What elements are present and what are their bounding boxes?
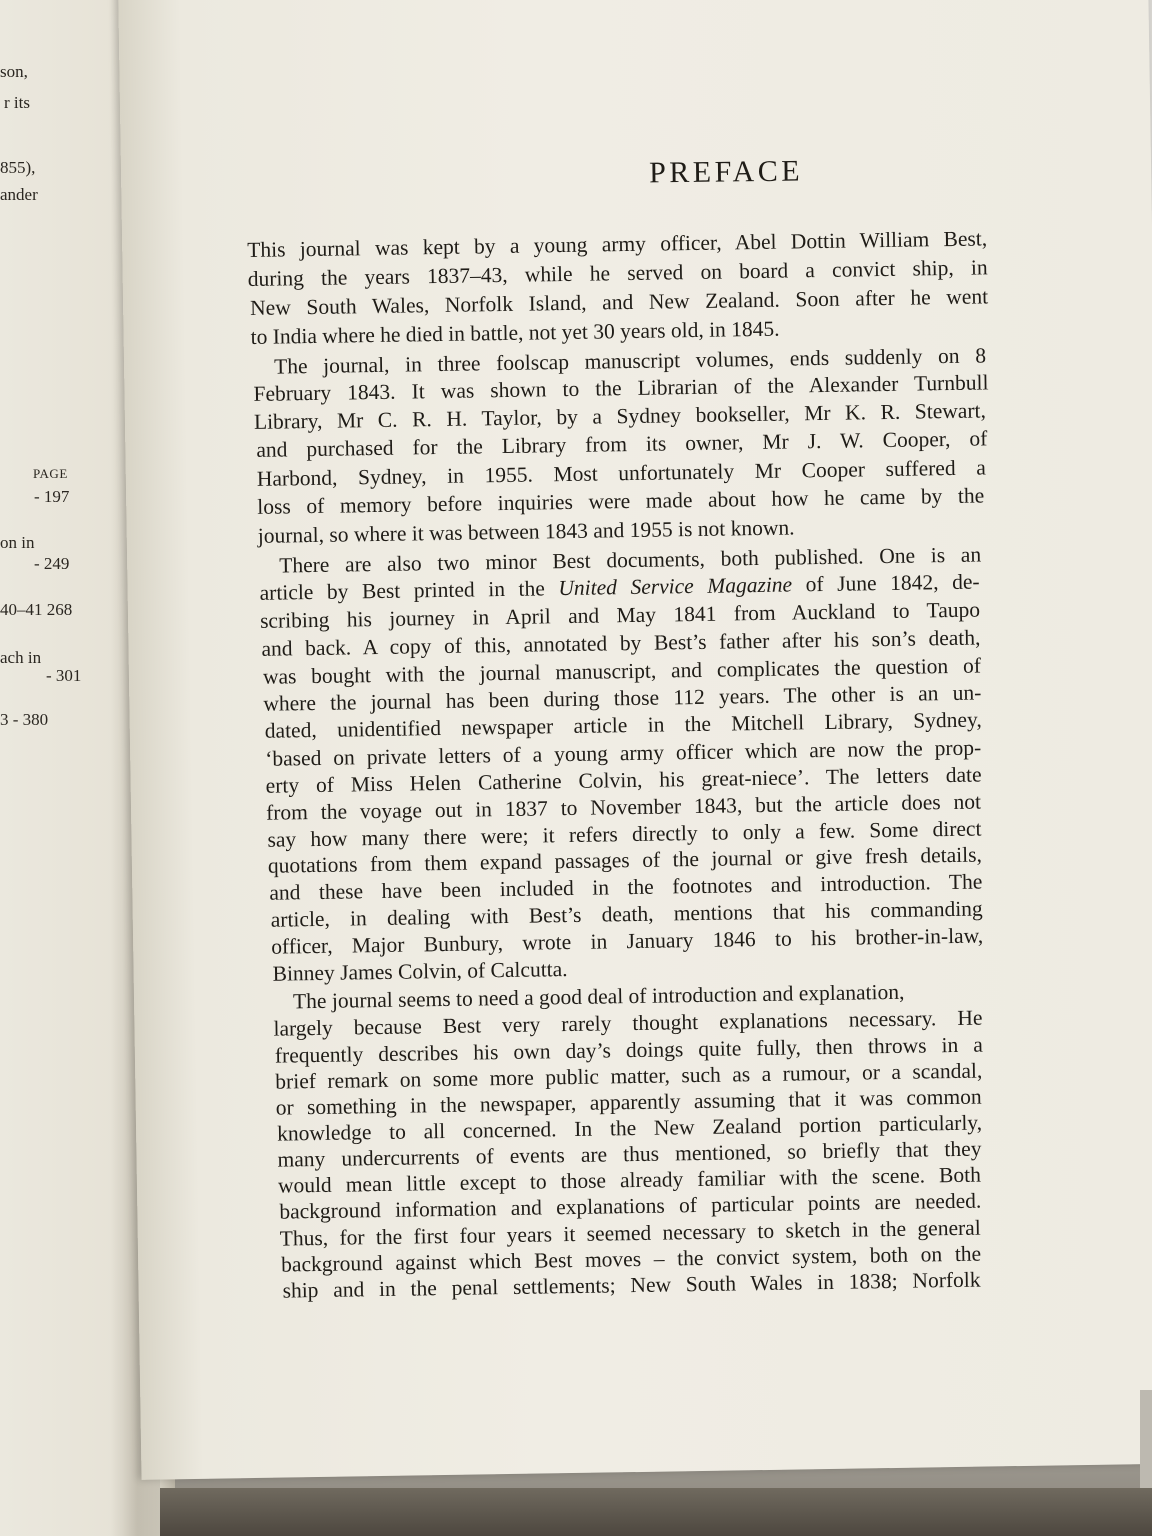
text-line: journal, so where it was between 1843 and 1955 is not known. bbox=[257, 515, 795, 548]
text-line: quotations from them expand passages of the journal or give fresh details, bbox=[267, 842, 983, 878]
page-edge bbox=[1140, 1390, 1152, 1490]
left-page-fragment: r its bbox=[4, 93, 30, 112]
right-page bbox=[118, 0, 1152, 1480]
left-page-fragment: ach in bbox=[0, 648, 42, 667]
text-line: loss of memory before inquiries were made about how he came by the bbox=[257, 483, 985, 519]
left-page-fragment: 855), bbox=[0, 158, 36, 177]
text-line: New South Wales, Norfolk Island, and New Zealand. Soon after he went bbox=[249, 284, 989, 320]
text-line: would mean little except to those already familiar with the scene. Both bbox=[277, 1162, 982, 1198]
text-line: There are also two minor Best documents, both published. One is an bbox=[279, 542, 982, 578]
left-page-fragment: son, bbox=[0, 62, 28, 81]
page-title: PREFACE bbox=[648, 154, 804, 190]
text-line: from the voyage out in 1837 to November 1843, but the article does not bbox=[265, 789, 982, 825]
text-line: where the journal has been during those 112 years. The other is an un- bbox=[263, 680, 982, 716]
left-page-fragment: ander bbox=[0, 185, 38, 204]
text-line: to India where he died in battle, not yet 30 years old, in 1845. bbox=[250, 316, 780, 349]
left-page-fragment: 3 - 380 bbox=[0, 710, 49, 729]
left-page-fragment: PAGE bbox=[33, 466, 68, 481]
text-line: This journal was kept by a young army officer, Abel Dottin William Best, bbox=[247, 226, 988, 263]
text-line: dated, unidentified newspaper article in the Mitchell Library, Sydney, bbox=[264, 707, 982, 743]
text-line: The journal, in three foolscap manuscript volumes, ends suddenly on 8 bbox=[273, 343, 987, 379]
text-line: say how many there were; it refers directly to only a few. Some direct bbox=[267, 816, 982, 852]
text-line: was bought with the journal manuscript, and complicates the question of bbox=[262, 653, 982, 689]
text-line: and back. A copy of this, annotated by Best’s father after his son’s death, bbox=[261, 625, 981, 661]
left-page-fragment: 40–41 268 bbox=[0, 600, 73, 619]
text-line: many undercurrents of events are thus mentioned, so briefly that they bbox=[277, 1136, 982, 1172]
text-line: or something in the newspaper, apparently assuming that it was common bbox=[275, 1084, 982, 1120]
text-line: article by Best printed in the United Service Magazine of June 1842, de- bbox=[259, 569, 980, 605]
italic-title: United Service Magazine bbox=[558, 572, 793, 601]
text-line: February 1843. It was shown to the Librarian of the Alexander Turnbull bbox=[253, 370, 989, 406]
text-line: frequently describes his own day’s doings quite fully, then throws in a bbox=[274, 1032, 984, 1068]
left-page-fragment: - 197 bbox=[34, 487, 70, 506]
text-line: and these have been included in the footnotes and introduction. The bbox=[269, 869, 983, 905]
left-page-fragment: on in bbox=[0, 533, 35, 552]
left-page-fragment: - 301 bbox=[46, 666, 82, 685]
text-line: The journal seems to need a good deal of introduction and explanation, bbox=[292, 979, 905, 1014]
text-line: ‘based on private letters of a young army officer which are now the prop- bbox=[265, 735, 982, 771]
text-line: scribing his journey in April and May 1841 from Auckland to Taupo bbox=[259, 597, 981, 633]
text-line: background against which Best moves – the convict system, both on the bbox=[281, 1241, 982, 1277]
show-through-text bbox=[1059, 22, 1152, 226]
text-line: largely because Best very rarely thought explanations necessary. He bbox=[273, 1005, 983, 1041]
text-line: Thus, for the first four years it seemed necessary to sketch in the general bbox=[279, 1215, 981, 1251]
text-line: Library, Mr C. R. H. Taylor, by a Sydney bookseller, Mr K. R. Stewart, bbox=[253, 398, 987, 434]
text-line: brief remark on some more public matter, such as a rumour, or a scandal, bbox=[275, 1058, 983, 1094]
text-line: Binney James Colvin, of Calcutta. bbox=[272, 957, 568, 986]
text-line: article, in dealing with Best’s death, mentions that his commanding bbox=[270, 896, 983, 932]
text-line: officer, Major Bunbury, wrote in January 1846 to his brother-in-law, bbox=[271, 923, 984, 959]
text-line: knowledge to all concerned. In the New Zealand portion particularly, bbox=[276, 1110, 983, 1146]
text-line: background information and explanations of particular points are needed. bbox=[279, 1188, 982, 1224]
text-line: during the years 1837–43, while he served on board a convict ship, in bbox=[247, 255, 988, 291]
text-line: erty of Miss Helen Catherine Colvin, his great-niece’. The letters date bbox=[265, 762, 982, 798]
text-line: and purchased for the Library from its owner, Mr J. W. Cooper, of bbox=[256, 426, 988, 462]
book-bottom-edge bbox=[160, 1488, 1152, 1536]
text-line: ship and in the penal settlements; New South Wales in 1838; Norfolk bbox=[282, 1267, 981, 1303]
text-line: Harbond, Sydney, in 1955. Most unfortunately Mr Cooper suffered a bbox=[256, 455, 986, 491]
left-page-fragment: - 249 bbox=[34, 554, 70, 573]
